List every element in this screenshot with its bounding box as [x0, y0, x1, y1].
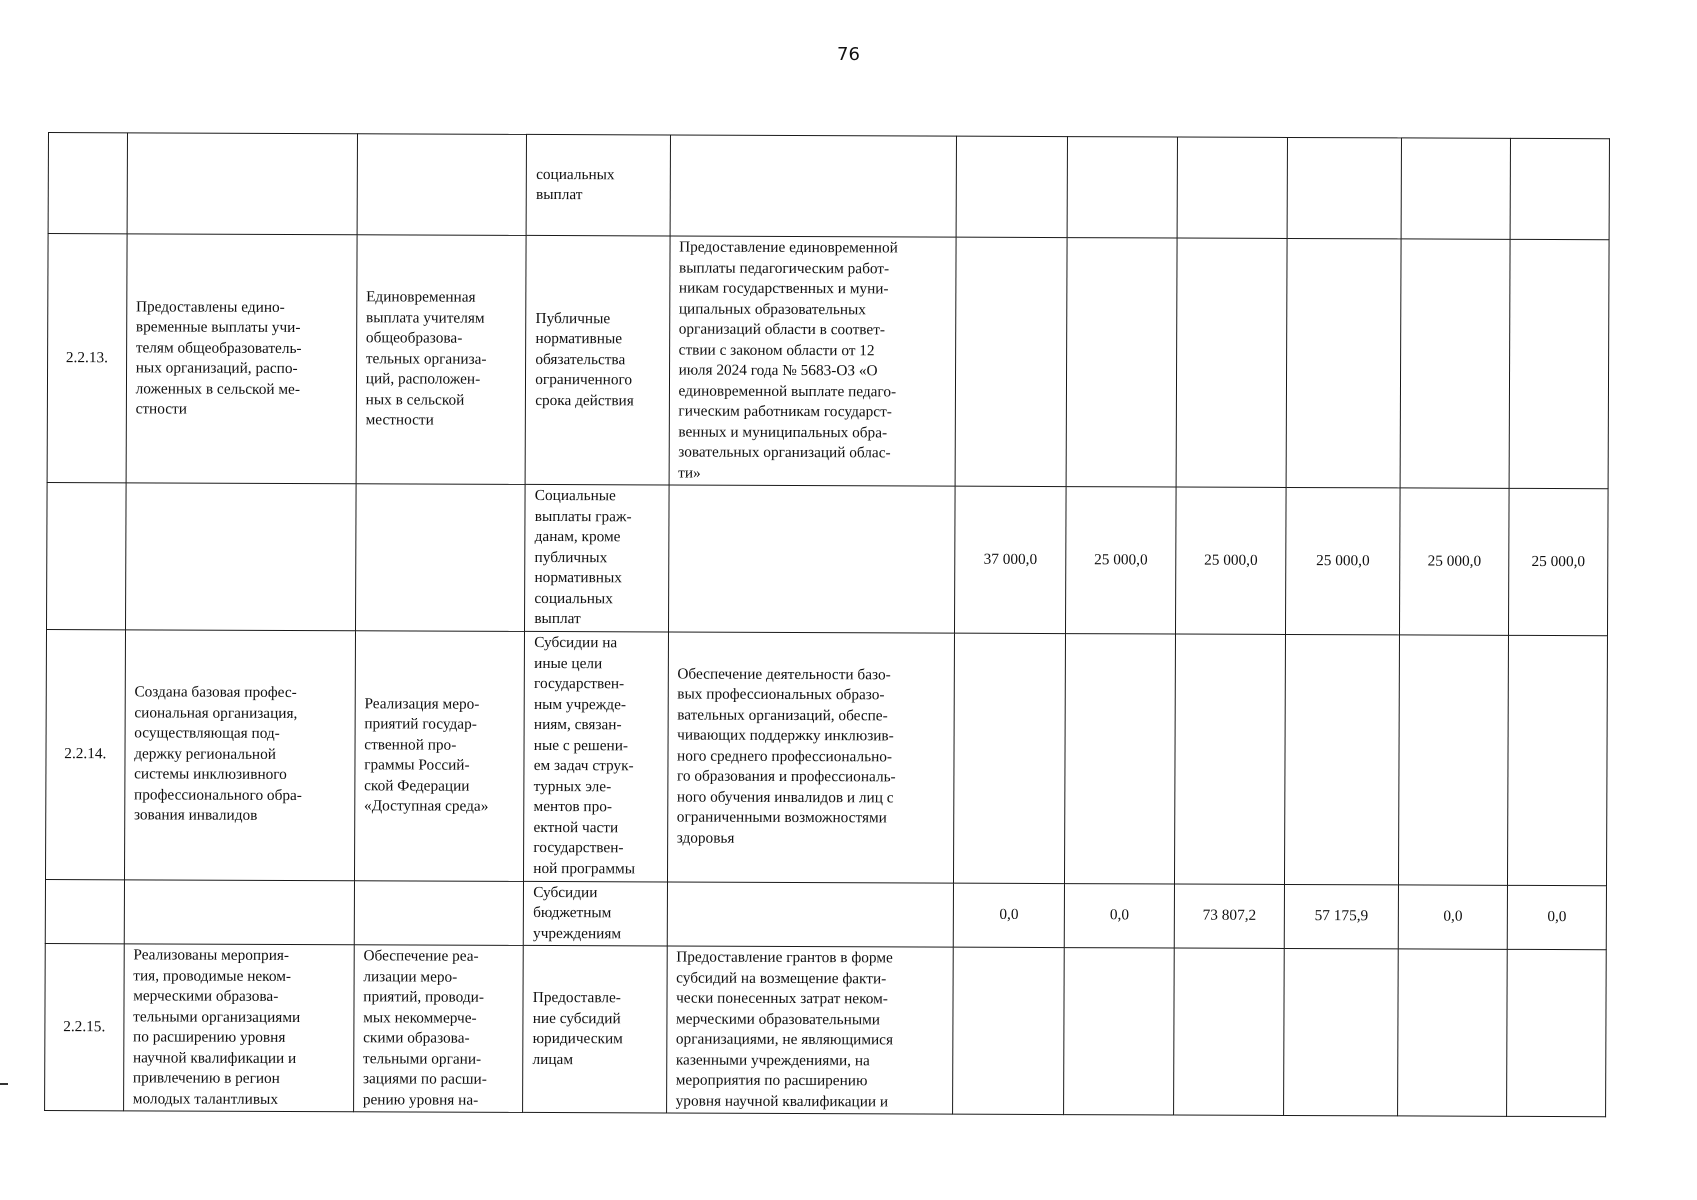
- result-cell: Реализованы мероприя- тия, проводимые неком- мерческими образова- тельными организациями по расширению уровня научной квалификации и привлечению в регион молодых талантливых: [123, 944, 354, 1112]
- value-cell: [1287, 137, 1401, 238]
- event-cell: [357, 134, 527, 236]
- value-cell: 0,0: [1398, 884, 1507, 949]
- value-cell: [1284, 948, 1399, 1115]
- value-cell: [1399, 634, 1509, 884]
- expense-type-cell: социальных выплат: [526, 134, 670, 236]
- result-cell: [127, 133, 357, 235]
- description-cell: Предоставление единовременной выплаты педагогическим работ- никам государственных и муни- ципальных образовательных организаций области в соответ- ствии с законом области от 12 июля 2024 года № 5683-ОЗ «О единовременной выплате педаго- гическим работникам государст- венных и муниципальных обра- зовательных организаций облас- ти»: [669, 236, 957, 486]
- result-cell: [125, 483, 356, 630]
- value-cell: [1401, 138, 1510, 239]
- code-cell: 2.2.13.: [47, 234, 127, 483]
- value-cell: 0,0: [1507, 885, 1606, 950]
- description-cell: [668, 485, 955, 633]
- result-cell: Создана базовая профес- сиональная организация, осуществляющая под- держку региональной системы инклюзивного профессионального обра- зования инвалидов: [124, 629, 355, 880]
- value-cell: [1174, 948, 1285, 1115]
- value-cell: [1066, 238, 1177, 487]
- value-cell: 0,0: [1064, 883, 1174, 948]
- value-cell: 25 000,0: [1176, 487, 1287, 634]
- value-cell: 73 807,2: [1174, 884, 1284, 949]
- description-cell: [670, 135, 957, 237]
- value-cell: [954, 633, 1066, 883]
- description-cell: [667, 881, 954, 947]
- result-cell: [124, 879, 354, 944]
- expense-type-cell: Субсидии на иные цели государствен- ным учрежде- ниям, связан- ные с решени- ем задач струк- турных эле- ментов про- ектной части государствен- ной программы: [524, 631, 668, 882]
- value-cell: 57 175,9: [1284, 884, 1398, 949]
- value-cell: 0,0: [953, 883, 1064, 948]
- value-cell: [1064, 948, 1175, 1115]
- table-row: [45, 879, 1606, 950]
- value-cell: [955, 237, 1067, 486]
- value-cell: [1176, 238, 1287, 487]
- description-cell: Предоставление грантов в форме субсидий на возмещение факти- чески понесенных затрат неком- мерческими образовательными организациями, не являющимися казенными учреждениями, на мероприятия по расширению уровня научной квалификации и: [666, 946, 953, 1114]
- value-cell: [1175, 634, 1286, 884]
- table-row: [46, 629, 1608, 885]
- value-cell: 25 000,0: [1509, 488, 1609, 635]
- value-cell: [1400, 239, 1510, 488]
- value-cell: [953, 947, 1065, 1114]
- value-cell: 25 000,0: [1400, 488, 1510, 635]
- event-cell: Реализация меро- приятий государ- ственной про- граммы Россий- ской Федерации «Доступная среда»: [354, 630, 525, 881]
- table-row: [45, 943, 1607, 1116]
- expense-type-cell: Предоставле- ние субсидий юридическим лицам: [523, 945, 667, 1113]
- budget-table: [44, 132, 1610, 1117]
- result-cell: Предоставлены едино- временные выплаты учи- телям общеобразователь- ных организаций, распо- ложенных в сельской ме- стности: [126, 234, 357, 484]
- code-cell: [48, 133, 127, 234]
- margin-mark: [0, 1083, 8, 1085]
- value-cell: 25 000,0: [1286, 487, 1401, 634]
- expense-type-cell: Субсидии бюджетным учреждениям: [524, 881, 668, 946]
- code-cell: 2.2.15.: [45, 943, 124, 1110]
- value-cell: [1177, 137, 1287, 238]
- value-cell: 25 000,0: [1066, 487, 1177, 634]
- value-cell: [1065, 633, 1176, 883]
- code-cell: [47, 482, 126, 629]
- value-cell: [1398, 949, 1508, 1116]
- event-cell: [355, 484, 525, 631]
- value-cell: [1510, 138, 1609, 239]
- value-cell: 37 000,0: [955, 486, 1067, 633]
- value-cell: [1285, 634, 1400, 884]
- table-row: [47, 234, 1609, 489]
- value-cell: [956, 136, 1067, 237]
- event-cell: Обеспечение реа- лизации меро- приятий, проводи- мых некоммерче- скими образова- тельными органи- зациями по расши- рению уровня на-: [353, 945, 523, 1113]
- page-number: 76: [837, 44, 860, 65]
- event-cell: Единовременная выплата учителям общеобразова- тельных организа- ций, расположен- ных в сельской местности: [356, 235, 527, 485]
- value-cell: [1509, 239, 1609, 488]
- value-cell: [1508, 635, 1608, 885]
- value-cell: [1286, 238, 1401, 487]
- expense-type-cell: Публичные нормативные обязательства ограниченного срока действия: [525, 235, 669, 485]
- code-cell: 2.2.14.: [46, 629, 126, 879]
- event-cell: [354, 880, 524, 945]
- value-cell: [1067, 137, 1177, 238]
- table-row: [48, 133, 1609, 240]
- value-cell: [1507, 949, 1607, 1116]
- description-cell: Обеспечение деятельности базо- вых профессиональных образо- вательных организаций, обеспе- чивающих поддержку инклюзив- ного среднего профессионально- го образования и профессиональ- ного обучения инвалидов и лиц с ограниченными возможностями здоровья: [667, 631, 955, 882]
- expense-type-cell: Социальные выплаты граж- данам, кроме публичных нормативных социальных выплат: [525, 484, 669, 631]
- table-row: [47, 482, 1609, 635]
- code-cell: [45, 879, 124, 944]
